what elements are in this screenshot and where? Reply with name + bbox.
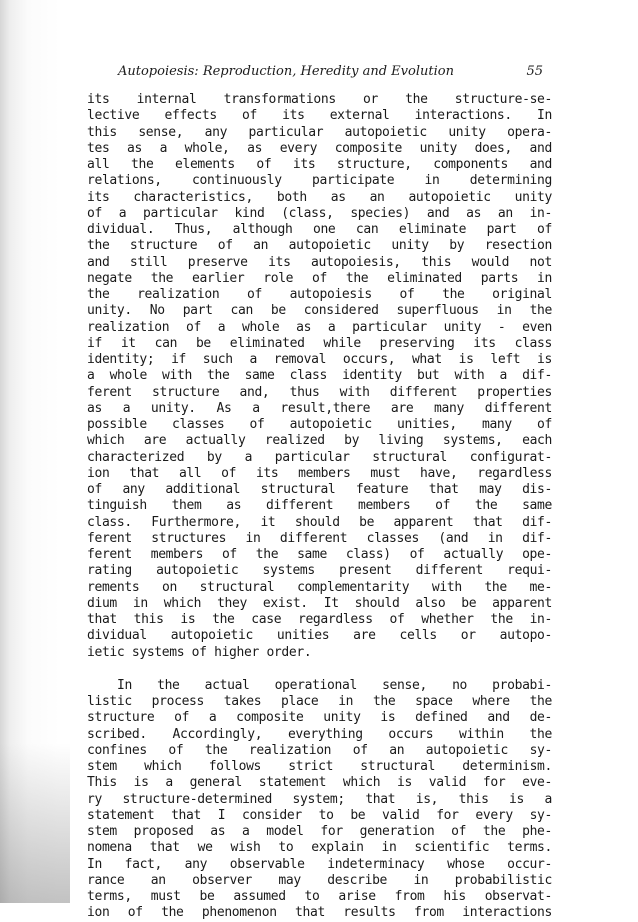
text-line: negate the earlier role of the eliminated parts in bbox=[87, 270, 552, 286]
text-line: identity; if such a removal occurs, what is left is bbox=[87, 352, 552, 367]
binding-shadow-bottom bbox=[0, 743, 70, 903]
text-line: relations, continuously participate in determining bbox=[87, 173, 552, 189]
text-line: its characteristics, both as an autopoietic unity bbox=[87, 189, 552, 205]
text-line: rance an observer may describe in probabilistic bbox=[87, 872, 552, 888]
text-line: lective effects of its external interactions. In bbox=[87, 108, 552, 124]
text-line: of any additional structural feature that may dis- bbox=[87, 482, 552, 497]
running-title: Autopoiesis: Reproduction, Heredity and Evolution bbox=[118, 64, 454, 79]
text-line: which are actually realized by living systems, each bbox=[87, 433, 552, 449]
text-line: a whole with the same class identity but with a dif- bbox=[87, 368, 552, 384]
text-line: ion of the phenomenon that results from interactions bbox=[87, 905, 552, 921]
text-line: if it can be eliminated while preserving its class bbox=[87, 335, 552, 351]
text-line: dium in which they exist. It should also be apparent bbox=[87, 595, 552, 611]
text-line: unity. No part can be considered superfluous in the bbox=[87, 303, 552, 319]
text-line: stem which follows strict structural determinism. bbox=[87, 759, 552, 774]
text-line: This is a general statement which is valid for eve- bbox=[87, 775, 552, 791]
paragraph-1 bbox=[87, 92, 552, 661]
text-line: scribed. Accordingly, everything occurs within the bbox=[87, 726, 552, 742]
text-line: and still preserve its autopoiesis, this would not bbox=[87, 254, 552, 270]
paragraph-2 bbox=[87, 678, 552, 922]
text-line: statement that I consider to be valid for every sy- bbox=[87, 807, 552, 823]
text-line: ferent structure and, thus with different properties bbox=[87, 384, 552, 400]
text-line: dividual autopoietic unities are cells or autopo- bbox=[87, 628, 552, 644]
paragraph-gap bbox=[87, 661, 552, 678]
running-header bbox=[118, 64, 543, 84]
text-line: tes as a whole, as every composite unity does, and bbox=[87, 140, 552, 156]
text-line: the realization of autopoiesis of the original bbox=[87, 287, 552, 302]
text-line: ion that all of its members must have, regardless bbox=[87, 465, 552, 481]
body-text bbox=[87, 92, 552, 922]
text-line: of a particular kind (class, species) and as an in- bbox=[87, 205, 552, 221]
text-line: In fact, any observable indeterminacy whose occur- bbox=[87, 856, 552, 872]
text-line: In the actual operational sense, no probabi- bbox=[117, 677, 552, 693]
text-line: this sense, any particular autopoietic unity opera- bbox=[87, 124, 552, 140]
text-line: confines of the realization of an autopoietic sy- bbox=[87, 742, 552, 758]
text-line: stem proposed as a model for generation of the phe- bbox=[87, 824, 552, 839]
text-line: as a unity. As a result,there are many different bbox=[87, 400, 552, 416]
page-number: 55 bbox=[526, 64, 543, 79]
text-line: rating autopoietic systems present different requi- bbox=[87, 563, 552, 579]
text-line: ietic systems of higher order. bbox=[87, 644, 312, 660]
text-line: class. Furthermore, it should be apparent that dif- bbox=[87, 514, 552, 530]
text-line: terms, must be assumed to arise from his observat- bbox=[87, 889, 552, 904]
text-line: ferent members of the same class) of actually ope- bbox=[87, 547, 552, 562]
text-line: dividual. Thus, although one can eliminate part of bbox=[87, 222, 552, 237]
text-line: all the elements of its structure, components and bbox=[87, 157, 552, 172]
text-line: ferent structures in different classes (and in dif- bbox=[87, 530, 552, 546]
text-line: nomena that we wish to explain in scientific terms. bbox=[87, 840, 552, 856]
text-line: characterized by a particular structural configurat- bbox=[87, 449, 552, 465]
text-line: possible classes of autopoietic unities, many of bbox=[87, 417, 552, 432]
text-line: rements on structural complementarity with the me- bbox=[87, 579, 552, 595]
text-line: realization of a whole as a particular unity - even bbox=[87, 319, 552, 335]
text-line: structure of a composite unity is defined and de- bbox=[87, 710, 552, 726]
text-line: listic process takes place in the space where the bbox=[87, 694, 552, 709]
text-line: its internal transformations or the structure-se- bbox=[87, 92, 552, 107]
text-line: tinguish them as different members of the same bbox=[87, 498, 552, 514]
text-line: that this is the case regardless of whether the in- bbox=[87, 612, 552, 627]
text-line: ry structure-determined system; that is, this is a bbox=[87, 791, 552, 807]
text-line: the structure of an autopoietic unity by resection bbox=[87, 238, 552, 254]
